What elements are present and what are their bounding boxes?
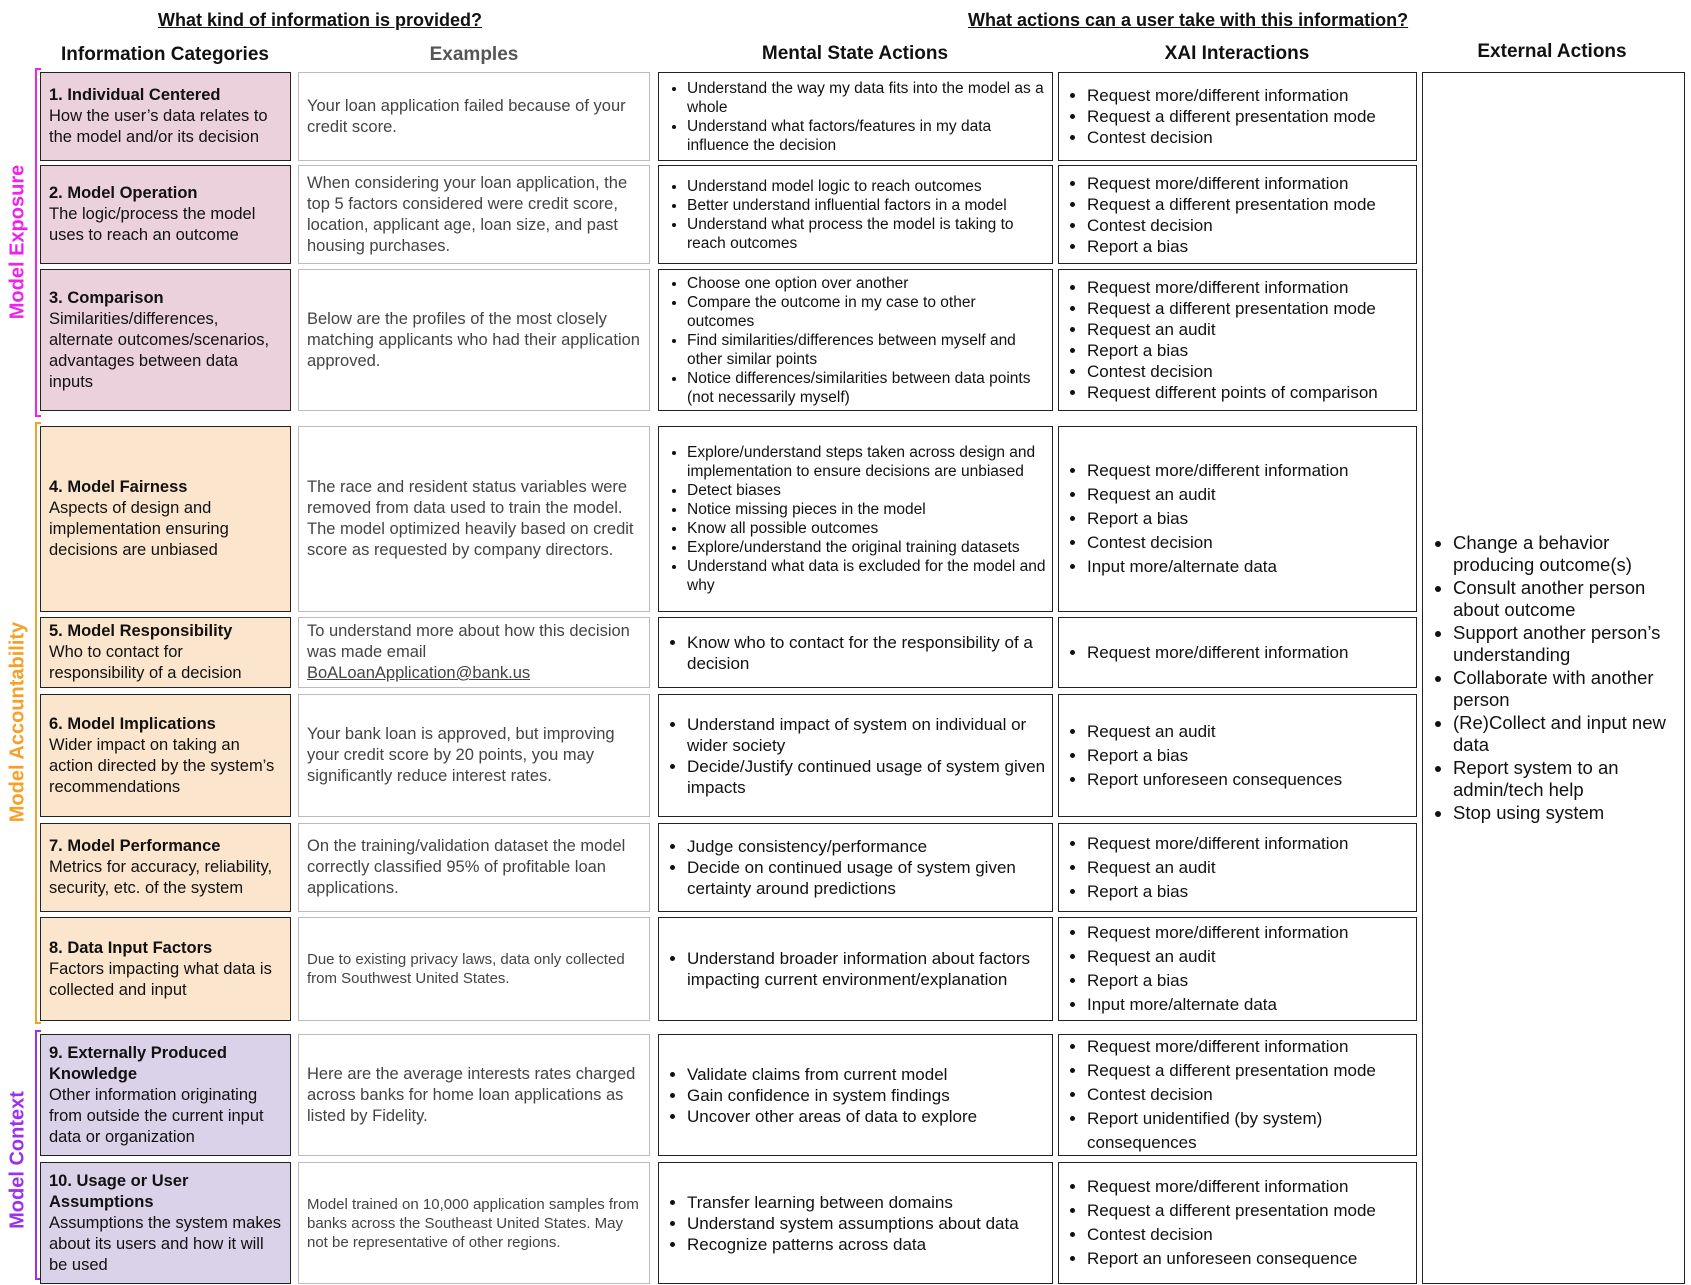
example-text: Due to existing privacy laws, data only collected from Southwest United States. — [307, 951, 625, 987]
list-item: • Gain confidence in system findings — [687, 1085, 1046, 1106]
list-item: • Report unforeseen consequences — [1087, 768, 1410, 792]
list-item: • Contest decision — [1087, 215, 1410, 236]
list-item: • Contest decision — [1087, 1083, 1410, 1107]
list-item: • Contest decision — [1087, 127, 1410, 148]
list-item: • Validate claims from current model — [687, 1064, 1046, 1085]
category-description: Metrics for accuracy, reliability, security, etc. of the system — [49, 858, 273, 897]
category-title: 8. Data Input Factors — [49, 938, 213, 957]
category-individual-centered — [40, 72, 291, 161]
list-item: • Explore/understand the original training datasets — [687, 538, 1046, 557]
list-item: • Request more/different information — [1087, 85, 1410, 106]
example-text: Here are the average interests rates charged across banks for home loan applications as listed by Fidelity. — [307, 1064, 636, 1125]
mental-state-actions-cell — [658, 823, 1053, 912]
category-description: Other information originating from outside the current input data or organization — [49, 1085, 264, 1146]
column-header-xai-interactions: XAI Interactions — [1164, 43, 1310, 64]
list-item: • Know all possible outcomes — [687, 519, 1046, 538]
category-description: How the user’s data relates to the model and/or its decision — [49, 107, 268, 146]
list-item: • Know who to contact for the responsibility of a decision — [687, 632, 1046, 674]
category-comparison — [40, 269, 291, 411]
list-item: • Request an audit — [1087, 319, 1410, 340]
list-item: • Contest decision — [1087, 531, 1410, 555]
category-model-responsibility — [40, 617, 291, 688]
example-cell — [298, 269, 650, 411]
mental-state-actions-cell — [658, 72, 1053, 161]
category-title: 10. Usage or User Assumptions — [49, 1171, 189, 1211]
list-item: • Request an audit — [1087, 945, 1410, 969]
list-item: • Report a bias — [1087, 236, 1410, 257]
category-model-performance — [40, 823, 291, 912]
list-item: • Request a different presentation mode — [1087, 298, 1410, 319]
column-header-categories: Information Categories — [61, 44, 269, 65]
list-item: • Request a different presentation mode — [1087, 1199, 1410, 1223]
list-item: • Request more/different information — [1087, 173, 1410, 194]
list-item: • Uncover other areas of data to explore — [687, 1106, 1046, 1127]
category-description: The logic/process the model uses to reach an outcome — [49, 205, 256, 244]
category-description: Assumptions the system makes about its users and how it will be used — [49, 1213, 281, 1274]
list-item: • Find similarities/differences between myself and other similar points — [687, 331, 1046, 369]
list-item: • Request a different presentation mode — [1087, 194, 1410, 215]
list-item: • Understand what process the model is taking to reach outcomes — [687, 215, 1046, 253]
category-usage-or-user-assumptions — [40, 1162, 291, 1284]
mental-state-actions-cell — [658, 426, 1053, 612]
category-title: 5. Model Responsibility — [49, 622, 233, 640]
example-text: When considering your loan application, the top 5 factors considered were credit score, location, applicant age, loan size, and past housing purchases. — [307, 173, 628, 255]
mental-state-actions-cell — [658, 165, 1053, 264]
list-item: • Understand impact of system on individual or wider society — [687, 714, 1046, 756]
list-item: • Change a behavior producing outcome(s) — [1453, 532, 1676, 577]
external-actions-cell — [1422, 72, 1685, 1284]
example-text: To understand more about how this decision was made email — [307, 622, 630, 661]
list-item: • Request an audit — [1087, 856, 1410, 880]
category-title: 4. Model Fairness — [49, 478, 188, 496]
list-item: • Request more/different information — [1087, 459, 1410, 483]
list-item: • Request more/different information — [1087, 1175, 1410, 1199]
category-description: Aspects of design and implementation ensuring decisions are unbiased — [49, 499, 229, 559]
list-item: • Request more/different information — [1087, 832, 1410, 856]
list-item: • Transfer learning between domains — [687, 1192, 1046, 1213]
example-cell — [298, 165, 650, 264]
list-item: • Report system to an admin/tech help — [1453, 757, 1676, 802]
model-context-label: Model Context — [6, 1091, 29, 1229]
category-title: 1. Individual Centered — [49, 86, 221, 104]
mental-state-actions-cell — [658, 1162, 1053, 1284]
example-cell — [298, 72, 650, 161]
example-cell — [298, 917, 650, 1021]
xai-interactions-cell — [1058, 1162, 1417, 1284]
list-item: • Contest decision — [1087, 1223, 1410, 1247]
model-exposure-label: Model Exposure — [6, 164, 29, 320]
xai-interactions-cell — [1058, 617, 1417, 688]
mental-state-actions-cell — [658, 269, 1053, 411]
category-description: Similarities/differences, alternate outcomes/scenarios, advantages between data inputs — [49, 309, 270, 391]
list-item: • Support another person’s understanding — [1453, 622, 1676, 667]
model-accountability-label: Model Accountability — [6, 621, 29, 823]
xai-interactions-cell — [1058, 917, 1417, 1021]
list-item: • (Re)Collect and input new data — [1453, 712, 1676, 757]
list-item: • Request more/different information — [1087, 1035, 1410, 1059]
list-item: • Request more/different information — [1087, 277, 1410, 298]
example-cell — [298, 426, 650, 612]
category-externally-produced-knowledge — [40, 1034, 291, 1156]
list-item: • Input more/alternate data — [1087, 555, 1410, 579]
left-question-heading: What kind of information is provided? — [158, 10, 482, 30]
category-description: Wider impact on taking an action directed by the system’s recommendations — [49, 735, 275, 796]
list-item: • Recognize patterns across data — [687, 1234, 1046, 1255]
list-item: • Understand what factors/features in my data influence the decision — [687, 117, 1046, 155]
list-item: • Decide on continued usage of system given certainty around predictions — [687, 857, 1046, 899]
list-item: • Detect biases — [687, 481, 1046, 500]
category-data-input-factors — [40, 917, 291, 1021]
list-item: • Report a bias — [1087, 880, 1410, 904]
category-title: 9. Externally Produced Knowledge — [49, 1043, 227, 1083]
list-item: • Report a bias — [1087, 744, 1410, 768]
list-item: • Collaborate with another person — [1453, 667, 1676, 712]
example-text: Below are the profiles of the most closely matching applicants who had their application approved. — [307, 309, 640, 370]
list-item: • Request different points of comparison — [1087, 382, 1410, 403]
list-item: • Report an unforeseen consequence — [1087, 1247, 1410, 1271]
contact-email-link[interactable]: BoALoanApplication@bank.us — [307, 664, 531, 682]
list-item: • Request a different presentation mode — [1087, 106, 1410, 127]
mental-state-actions-cell — [658, 694, 1053, 817]
xai-interactions-cell — [1058, 165, 1417, 264]
example-text: On the training/validation dataset the model correctly classified 95% of profitable loan applications. — [307, 837, 626, 897]
category-model-operation — [40, 165, 291, 264]
list-item: • Input more/alternate data — [1087, 993, 1410, 1017]
list-item: • Understand the way my data fits into the model as a whole — [687, 79, 1046, 117]
list-item: • Notice missing pieces in the model — [687, 500, 1046, 519]
example-text: The race and resident status variables were removed from data used to train the model. The model optimized heavily based on credit score as requested by company directors. — [307, 478, 634, 559]
right-question-heading: What actions can a user take with this information? — [968, 10, 1409, 30]
mental-state-actions-cell — [658, 917, 1053, 1021]
category-model-implications — [40, 694, 291, 817]
list-item: • Report a bias — [1087, 340, 1410, 361]
list-item: • Compare the outcome in my case to other outcomes — [687, 293, 1046, 331]
list-item: • Judge consistency/performance — [687, 836, 1046, 857]
category-title: 6. Model Implications — [49, 714, 216, 733]
mental-state-actions-cell — [658, 1034, 1053, 1156]
example-cell — [298, 617, 650, 688]
xai-interactions-cell — [1058, 269, 1417, 411]
list-item: • Report unidentified (by system) consequences — [1087, 1107, 1410, 1155]
example-cell — [298, 1034, 650, 1156]
list-item: • Request an audit — [1087, 720, 1410, 744]
list-item: • Stop using system — [1453, 802, 1676, 825]
list-item: • Report a bias — [1087, 969, 1410, 993]
column-header-examples: Examples — [429, 44, 519, 65]
list-item: • Request a different presentation mode — [1087, 1059, 1410, 1083]
category-model-fairness — [40, 426, 291, 612]
category-description: Factors impacting what data is collected and input — [49, 959, 272, 999]
list-item: • Consult another person about outcome — [1453, 577, 1676, 622]
list-item: • Request more/different information — [1087, 921, 1410, 945]
list-item: • Understand model logic to reach outcomes — [687, 177, 1046, 196]
list-item: • Understand system assumptions about data — [687, 1213, 1046, 1234]
column-header-mental-state-actions: Mental State Actions — [761, 43, 949, 64]
xai-interactions-cell — [1058, 426, 1417, 612]
list-item: • Understand broader information about factors impacting current environment/explanation — [687, 948, 1046, 990]
xai-interactions-cell — [1058, 823, 1417, 912]
list-item: • Notice differences/similarities between data points (not necessarily myself) — [687, 369, 1046, 407]
xai-interactions-cell — [1058, 694, 1417, 817]
column-header-external-actions: External Actions — [1477, 41, 1627, 62]
list-item: • Understand what data is excluded for the model and why — [687, 557, 1046, 595]
example-cell — [298, 823, 650, 912]
list-item: • Contest decision — [1087, 361, 1410, 382]
category-title: 7. Model Performance — [49, 837, 221, 855]
example-text: Your bank loan is approved, but improving your credit score by 20 points, you may significantly reduce interest rates. — [307, 725, 615, 785]
category-title: 2. Model Operation — [49, 184, 198, 202]
list-item: • Decide/Justify continued usage of system given impacts — [687, 756, 1046, 798]
list-item: • Better understand influential factors in a model — [687, 196, 1046, 215]
example-text: Your loan application failed because of your credit score. — [307, 96, 626, 136]
list-item: • Request more/different information — [1087, 642, 1410, 663]
xai-interactions-cell — [1058, 1034, 1417, 1156]
category-description: Who to contact for responsibility of a decision — [49, 643, 242, 682]
category-title: 3. Comparison — [49, 288, 164, 307]
xai-interactions-cell — [1058, 72, 1417, 161]
example-cell — [298, 694, 650, 817]
example-cell — [298, 1162, 650, 1284]
list-item: • Report a bias — [1087, 507, 1410, 531]
example-text: Model trained on 10,000 application samples from banks across the Southeast United States. May not be representative of other regions. — [307, 1195, 639, 1251]
list-item: • Choose one option over another — [687, 274, 1046, 293]
mental-state-actions-cell — [658, 617, 1053, 688]
list-item: • Request an audit — [1087, 483, 1410, 507]
list-item: • Explore/understand steps taken across design and implementation to ensure decisions are unbiased — [687, 443, 1046, 481]
